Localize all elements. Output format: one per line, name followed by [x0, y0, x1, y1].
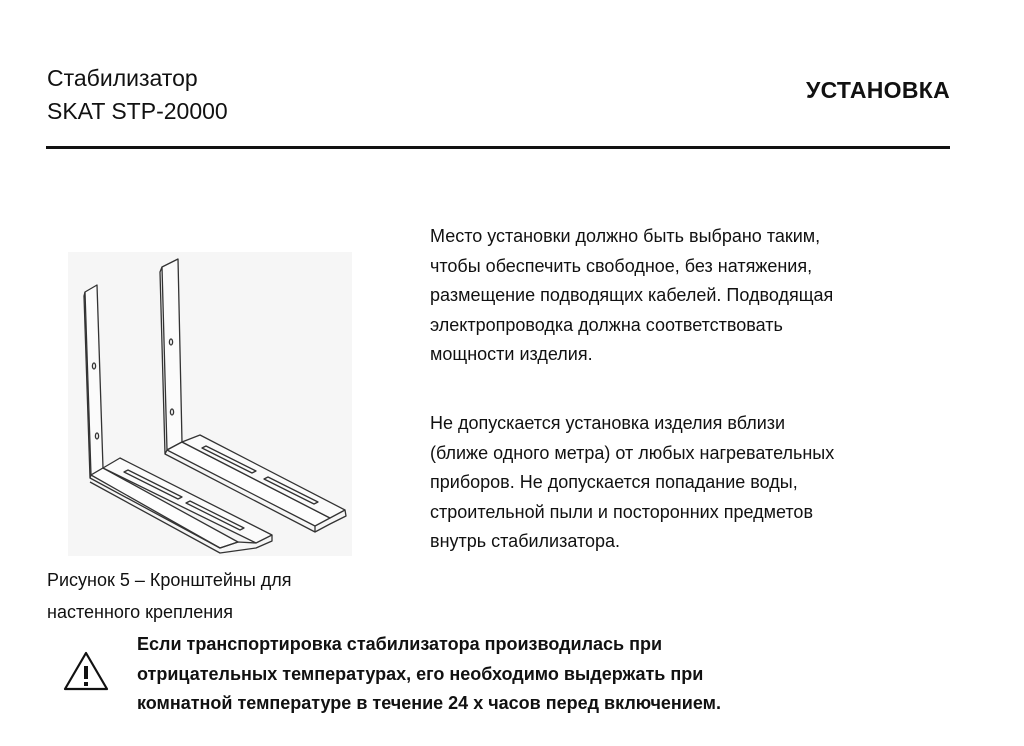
- paragraph-line: внутрь стабилизатора.: [430, 531, 621, 551]
- paragraph-line: размещение подводящих кабелей. Подводящая: [430, 285, 834, 305]
- warning-line: отрицательных температурах, его необходимо выдержать при: [137, 663, 704, 684]
- document-header-product: [47, 62, 228, 128]
- paragraph-line: приборов. Не допускается попадание воды,: [430, 472, 798, 492]
- paragraph-line: электропроводка должна соответствовать: [430, 314, 783, 335]
- warning-triangle-icon: [62, 650, 110, 692]
- section-title: УСТАНОВКА: [805, 77, 950, 103]
- figure-caption-line: настенного крепления: [47, 602, 233, 622]
- paragraph-line: чтобы обеспечить свободное, без натяжения,: [430, 255, 813, 276]
- installation-restrictions-paragraph: [430, 409, 970, 557]
- figure-caption: [47, 564, 387, 628]
- paragraph-line: Место установки должно быть выбрано таким,: [430, 226, 821, 246]
- paragraph-line: строительной пыли и посторонних предметов: [430, 501, 814, 522]
- product-model: SKAT STP-20000: [47, 98, 228, 124]
- figure-caption-line: Рисунок 5 – Кронштейны для: [47, 570, 292, 590]
- paragraph-line: Не допускается установка изделия вблизи: [430, 413, 786, 433]
- installation-location-paragraph: [430, 222, 970, 370]
- transport-temperature-warning: [137, 630, 937, 719]
- product-type: Стабилизатор: [47, 65, 198, 91]
- header-divider: [46, 146, 950, 149]
- paragraph-line: мощности изделия.: [430, 344, 593, 364]
- wall-brackets-figure: [60, 248, 360, 560]
- warning-line: Если транспортировка стабилизатора производилась при: [137, 634, 663, 654]
- warning-line: комнатной температуре в течение 24 х часов перед включением.: [137, 693, 721, 713]
- paragraph-line: (ближе одного метра) от любых нагревательных: [430, 442, 835, 463]
- wall-brackets-illustration: [60, 248, 360, 560]
